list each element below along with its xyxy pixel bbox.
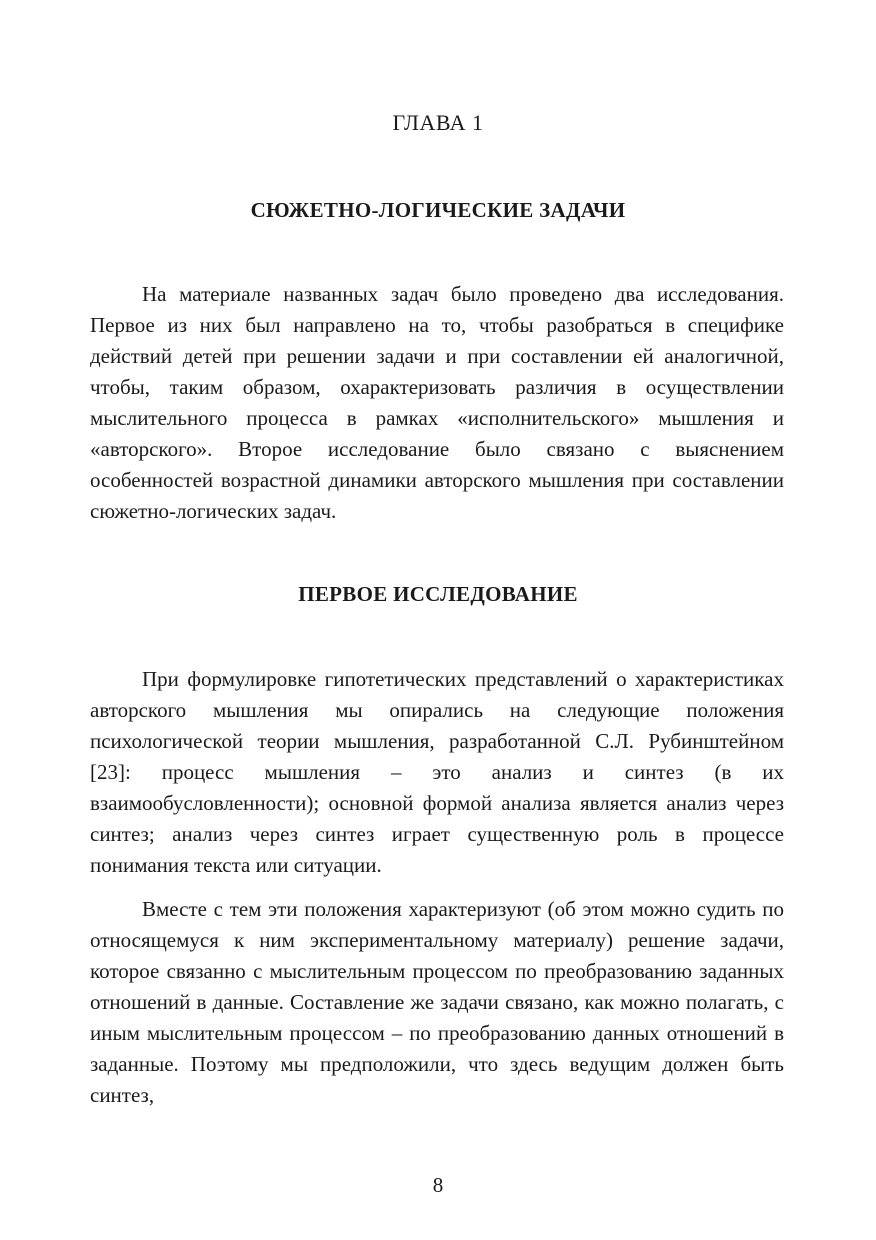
chapter-title: СЮЖЕТНО-ЛОГИЧЕСКИЕ ЗАДАЧИ	[250, 198, 626, 222]
section-title: ПЕРВОЕ ИССЛЕДОВАНИЕ	[298, 582, 578, 606]
chapter-label: ГЛАВА 1	[392, 110, 484, 135]
section-paragraph: Вместе с тем эти положения характеризуют (об этом можно судить по относящемуся к ним экспериментальному материалу) решение задачи, которое связанно с мыслительным процессом по преобразованию заданных отношений в данные. Составление же задачи связано, как можно полагать, с иным мыслительным процессом – по преобразованию данных отношений в заданные. Поэтому мы предположили, что здесь ведущим должен быть синтез,	[90, 897, 784, 1107]
intro-paragraph: На материале названных задач было проведено два исследования. Первое из них был направлено на то, чтобы разобраться в специфике действий детей при решении задачи и при составлении ей аналогичной, чтобы, таким образом, охарактеризовать различия в осуществлении мыслительного процесса в рамках «исполнительского» мышления и «авторского». Второе исследование было связано с выяснением особенностей возрастной динамики авторского мышления при составлении сюжетно-логических задач.	[90, 282, 784, 523]
section-paragraph: При формулировке гипотетических представлений о характеристиках авторского мышления мы опирались на следующие положения психологической теории мышления, разработанной С.Л. Рубинштейном [23]: процесс мышления – это анализ и синтез (в их взаимообусловленности); основной формой анализа является анализ через синтез; анализ через синтез играет существенную роль в процессе понимания текста или ситуации.	[90, 667, 784, 877]
page-number: 8	[432, 1173, 444, 1197]
